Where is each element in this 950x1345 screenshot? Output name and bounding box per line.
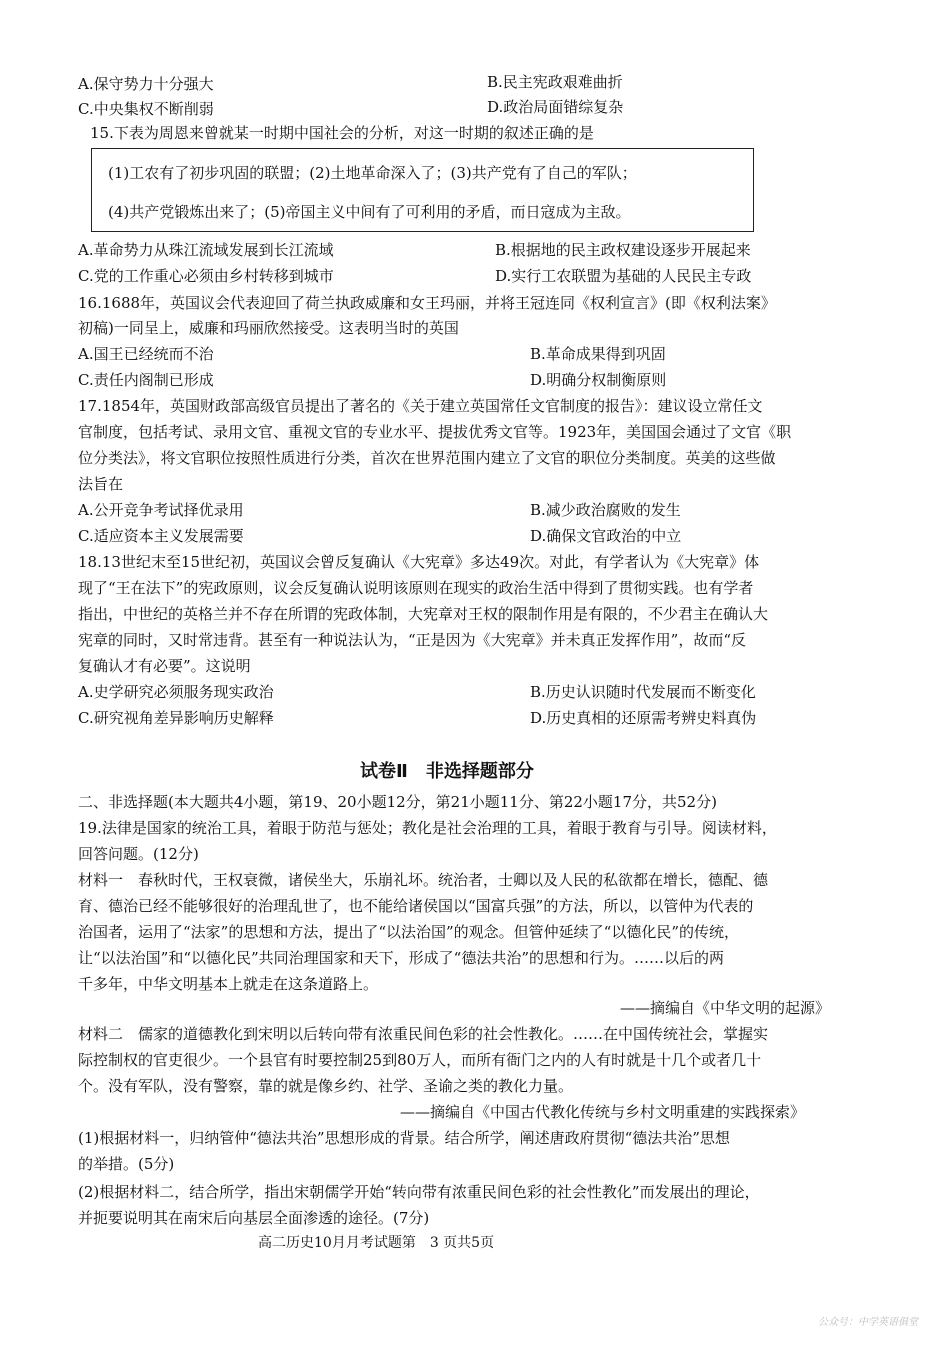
q14-option-b: B.民主宪政艰难曲折 [487, 73, 623, 91]
section-2-title: 试卷Ⅱ 非选择题部分 [360, 761, 534, 782]
q16-option-d: D.明确分权制衡原则 [530, 371, 667, 389]
q15-option-d: D.实行工农联盟为基础的人民民主专政 [495, 267, 752, 285]
q18-option-c: C.研究视角差异影响历史解释 [78, 709, 274, 727]
q19-material-2-line-2: 际控制权的官吏很少。一个县官有时要控制25到80万人，而所有衙门之内的人有时就是十几个或者几十 [78, 1051, 762, 1069]
q18-option-d: D.历史真相的还原需考辨史料真伪 [530, 709, 757, 727]
q14-option-a: A.保守势力十分强大 [78, 75, 214, 93]
q18-stem-line-4: 宪章的同时，又时常违背。甚至有一种说法认为，“正是因为《大宪章》并未真正发挥作用”，故而“反 [78, 631, 747, 649]
q18-stem-line-2: 现了“王在法下”的宪政原则，议会反复确认说明该原则在现实的政治生活中得到了贯彻实践。也有学者 [78, 579, 754, 597]
q17-stem-line-1: 17.1854年，英国财政部高级官员提出了著名的《关于建立英国常任文官制度的报告》：建议设立常任文 [78, 397, 763, 415]
q19-stem-line-1: 19.法律是国家的统治工具，着眼于防范与惩处；教化是社会治理的工具，着眼于教育与引导。阅读材料， [78, 819, 777, 837]
q18-stem-line-1: 18.13世纪末至15世纪初，英国议会曾反复确认《大宪章》多达49次。对此，有学者认为《大宪章》体 [78, 553, 760, 571]
q14-option-d: D.政治局面错综复杂 [487, 98, 624, 116]
q16-stem-line-2: 初稿)一同呈上，威廉和玛丽欣然接受。这表明当时的英国 [78, 319, 459, 337]
q19-material-1-line-5: 千多年，中华文明基本上就走在这条道路上。 [78, 975, 379, 993]
q16-option-a: A.国王已经统而不治 [78, 345, 214, 363]
q19-material-1-line-1: 材料一 春秋时代，王权衰微，诸侯坐大，乐崩礼坏。统治者，士卿以及人民的私欲都在增长，德配、德 [78, 871, 769, 889]
q18-option-b: B.历史认识随时代发展而不断变化 [530, 683, 756, 701]
q19-sub-question-2-line-1: (2)根据材料二，结合所学，指出宋朝儒学开始“转向带有浓重民间色彩的社会性教化”而发展出的理论， [78, 1183, 760, 1201]
q18-stem-line-5: 复确认才有必要”。这说明 [78, 657, 251, 675]
q19-material-2-line-1: 材料二 儒家的道德教化到宋明以后转向带有浓重民间色彩的社会性教化。……在中国传统社会，掌握实 [78, 1025, 769, 1043]
q19-material-2-line-3: 个。没有军队，没有警察，靠的就是像乡约、社学、圣谕之类的教化力量。 [78, 1077, 574, 1095]
q18-option-a: A.史学研究必须服务现实政治 [78, 683, 274, 701]
q15-option-a: A.革命势力从珠江流域发展到长江流域 [78, 241, 334, 259]
q19-sub-question-1-line-2: 的举措。(5分) [78, 1155, 175, 1173]
q14-option-c: C.中央集权不断削弱 [78, 100, 214, 118]
q16-stem-line-1: 16.1688年，英国议会代表迎回了荷兰执政威廉和女王玛丽，并将王冠连同《权利宣言》(即《权利法案》 [78, 294, 776, 312]
q17-stem-line-3: 位分类法》，将文官职位按照性质进行分类，首次在世界范围内建立了文官的职位分类制度。英美的这些做 [78, 449, 776, 467]
q15-option-b: B.根据地的民主政权建设逐步开展起来 [495, 241, 751, 259]
q19-material-1-line-4: 让“以法治国”和“以德化民”共同治理国家和天下，形成了“德法共治”的思想和行为。……以后的两 [78, 949, 725, 967]
q15-option-c: C.党的工作重心必须由乡村转移到城市 [78, 267, 334, 285]
q17-option-b: B.减少政治腐败的发生 [530, 501, 681, 519]
q15-box-line-1: (1)工农有了初步巩固的联盟；(2)土地革命深入了；(3)共产党有了自己的军队； [108, 164, 637, 182]
q17-option-a: A.公开竞争考试择优录用 [78, 501, 244, 519]
q17-stem-line-4: 法旨在 [78, 475, 124, 493]
watermark: 公众号：中学英语俱堂 [818, 1317, 918, 1328]
q19-material-2-source: ——摘编自《中国古代教化传统与乡村文明重建的实践探索》 [400, 1103, 806, 1121]
q16-option-b: B.革命成果得到巩固 [530, 345, 666, 363]
q17-option-c: C.适应资本主义发展需要 [78, 527, 244, 545]
q18-stem-line-3: 指出，中世纪的英格兰并不存在所谓的宪政体制，大宪章对王权的限制作用是有限的，不少君主在确认大 [78, 605, 769, 623]
q17-option-d: D.确保文官政治的中立 [530, 527, 682, 545]
q19-material-1-line-3: 治国者，运用了“法家”的思想和方法，提出了“以法治国”的观念。但管仲延续了“以德化民”的传统， [78, 923, 740, 941]
q19-sub-question-1-line-1: (1)根据材料一，归纳管仲“德法共治”思想形成的背景。结合所学，阐述唐政府贯彻“德法共治”思想 [78, 1129, 730, 1147]
q16-option-c: C.责任内阁制已形成 [78, 371, 214, 389]
q15-box-line-2: (4)共产党锻炼出来了；(5)帝国主义中间有了可利用的矛盾，而日寇成为主敌。 [108, 203, 631, 221]
q15-stem: 15.下表为周恩来曾就某一时期中国社会的分析，对这一时期的叙述正确的是 [90, 124, 594, 142]
page-footer: 高二历史10月月考试题第 3 页共5页 [258, 1235, 495, 1251]
q19-sub-question-2-line-2: 并扼要说明其在南宋后向基层全面渗透的途径。(7分) [78, 1209, 430, 1227]
q19-material-1-line-2: 育、德治已经不能够很好的治理乱世了，也不能给诸侯国以“国富兵强”的方法，所以，以管仲为代表的 [78, 897, 754, 915]
section-2-instructions: 二、非选择题(本大题共4小题，第19、20小题12分，第21小题11分、第22小题17分，共52分) [78, 793, 717, 811]
q19-stem-line-2: 回答问题。(12分) [78, 845, 199, 863]
q17-stem-line-2: 官制度，包括考试、录用文官、重视文官的专业水平、提拔优秀文官等。1923年，美国国会通过了文官《职 [78, 423, 792, 441]
q19-material-1-source: ——摘编自《中华文明的起源》 [620, 999, 831, 1017]
